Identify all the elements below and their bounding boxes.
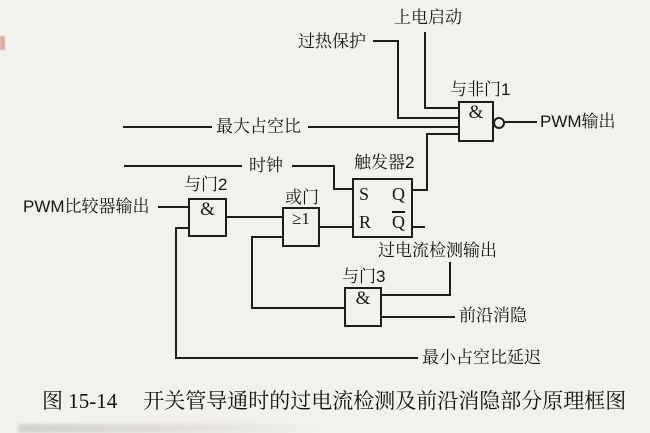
and-gate-3-symbol: &	[355, 288, 371, 309]
figure-caption	[42, 388, 627, 414]
wire-blanking	[382, 316, 455, 318]
label-and-gate-3: 与门3	[342, 267, 386, 286]
and-gate-3	[344, 287, 382, 327]
wire-q-out-stub	[413, 189, 427, 191]
and-gate-2	[188, 198, 227, 237]
wire-overheat-stub	[373, 40, 399, 42]
label-and-gate-2: 与门2	[184, 175, 228, 194]
scan-artifact-smear	[18, 424, 318, 433]
label-power-on-start: 上电启动	[394, 8, 462, 27]
figure-caption-title: 开关管导通时的过电流检测及前沿消隐部分原理框图	[143, 389, 627, 413]
wire-q-feedback-into-nand	[426, 133, 458, 135]
figure-caption-number: 图 15-14	[42, 389, 118, 413]
nand-gate-1	[458, 101, 494, 142]
wire-clock-step-down	[333, 165, 335, 190]
flipflop-pin-r: R	[359, 212, 372, 232]
label-clock: 时钟	[249, 156, 283, 175]
wire-or-input2-horizontal	[251, 236, 282, 238]
and-gate-2-symbol: &	[200, 199, 215, 220]
wire-overheat-into-nand	[397, 117, 458, 119]
flipflop-2	[352, 178, 413, 238]
label-pwm-output: PWM输出	[540, 112, 616, 131]
wire-max-duty-right	[308, 126, 458, 128]
wire-min-duty-horizontal	[175, 357, 418, 359]
flipflop-pin-q: Q	[392, 184, 405, 204]
label-max-duty: 最大占空比	[216, 117, 301, 136]
wire-overheat-vertical	[397, 40, 399, 119]
wire-min-duty-into-and2	[176, 227, 188, 229]
wire-nand-output	[505, 121, 537, 123]
wire-oc-detect-vertical	[449, 262, 451, 296]
wire-or-input2-vertical	[251, 236, 253, 309]
nand-gate-1-inverter-bubble	[493, 117, 505, 129]
wire-pwm-comp-input	[158, 206, 188, 208]
wire-qbar-stub	[413, 226, 425, 228]
wire-clock-left	[124, 165, 242, 167]
wire-clock-right	[292, 165, 335, 167]
wire-and3-left	[251, 307, 344, 309]
label-overheat-protect: 过热保护	[298, 32, 366, 51]
label-overcurrent-detect-out: 过电流检测输出	[378, 241, 497, 260]
wire-and2-to-or	[227, 216, 282, 218]
or-gate-symbol: ≥1	[292, 209, 310, 228]
label-pwm-comparator-out: PWM比较器输出	[23, 197, 150, 216]
wire-power-on-into-nand	[424, 107, 458, 109]
flipflop-pin-qbar: Q	[392, 212, 405, 232]
scan-artifact-red-speck	[0, 36, 5, 50]
nand-gate-1-symbol: &	[468, 102, 484, 123]
wire-power-on-vertical	[424, 32, 426, 109]
flipflop-pin-s: S	[359, 184, 370, 204]
label-nand-gate-1: 与非门1	[450, 80, 511, 99]
wire-oc-detect-into-and3	[382, 294, 451, 296]
or-gate	[282, 207, 320, 247]
wire-clock-into-s	[333, 188, 352, 190]
wire-q-feedback-vertical	[426, 133, 428, 191]
label-or-gate: 或门	[285, 188, 319, 207]
wire-min-duty-vertical	[175, 227, 177, 359]
wire-or-to-r	[320, 226, 352, 228]
wire-max-duty-left	[123, 126, 212, 128]
label-min-duty-delay: 最小占空比延迟	[422, 348, 541, 367]
label-leading-edge-blanking: 前沿消隐	[459, 306, 527, 325]
label-flipflop-2: 触发器2	[354, 153, 415, 172]
